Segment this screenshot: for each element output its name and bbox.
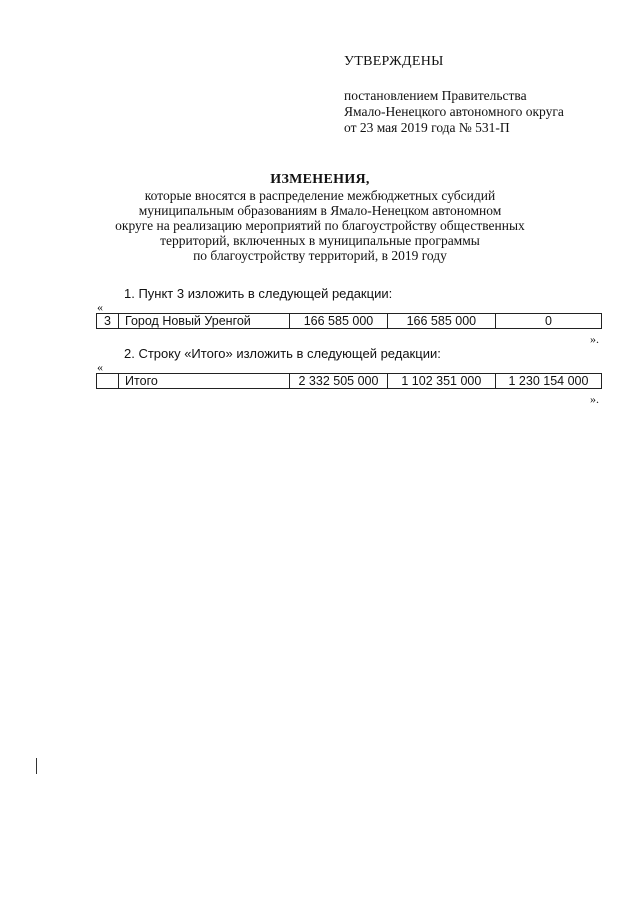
title-line: территорий, включенных в муниципальные программы xyxy=(160,233,480,248)
scan-margin-mark xyxy=(36,758,37,774)
row-value-1: 2 332 505 000 xyxy=(290,374,388,389)
table-row xyxy=(97,374,602,389)
title-heading: ИЗМЕНЕНИЯ, xyxy=(270,172,370,187)
row-name: Итого xyxy=(119,374,290,389)
document-title xyxy=(60,172,580,263)
row-value-2: 1 102 351 000 xyxy=(387,374,495,389)
row-value-2: 166 585 000 xyxy=(387,314,495,329)
title-line: по благоустройству территорий, в 2019 году xyxy=(193,248,447,263)
row-number xyxy=(97,374,119,389)
item-2-open-quote: « xyxy=(97,360,103,374)
approval-block xyxy=(344,54,614,136)
title-line: которые вносятся в распределение межбюджетных субсидий xyxy=(144,188,496,203)
approval-stamp: УТВЕРЖДЕНЫ xyxy=(344,54,444,69)
table-row xyxy=(97,314,602,329)
row-value-3: 1 230 154 000 xyxy=(495,374,601,389)
item-1-text: 1. Пункт 3 изложить в следующей редакции: xyxy=(124,286,393,301)
approval-line-2: Ямало-Ненецкого автономного округа xyxy=(344,104,564,119)
row-name: Город Новый Уренгой xyxy=(119,314,290,329)
approval-line-3: от 23 мая 2019 года № 531-П xyxy=(344,120,510,135)
approval-line-1: постановлением Правительства xyxy=(344,88,527,103)
item-1-close-quote: ». xyxy=(590,332,599,346)
title-line: муниципальным образованиям в Ямало-Ненецком автономном xyxy=(138,203,502,218)
row-number: 3 xyxy=(97,314,119,329)
item-1-table xyxy=(96,313,602,329)
item-2-close-quote: ». xyxy=(590,392,599,406)
item-1-open-quote: « xyxy=(97,300,103,314)
row-value-1: 166 585 000 xyxy=(290,314,388,329)
title-line: округе на реализацию мероприятий по благоустройству общественных xyxy=(115,218,525,233)
row-value-3: 0 xyxy=(495,314,601,329)
item-2-text: 2. Строку «Итого» изложить в следующей редакции: xyxy=(124,346,441,361)
item-2-table xyxy=(96,373,602,389)
